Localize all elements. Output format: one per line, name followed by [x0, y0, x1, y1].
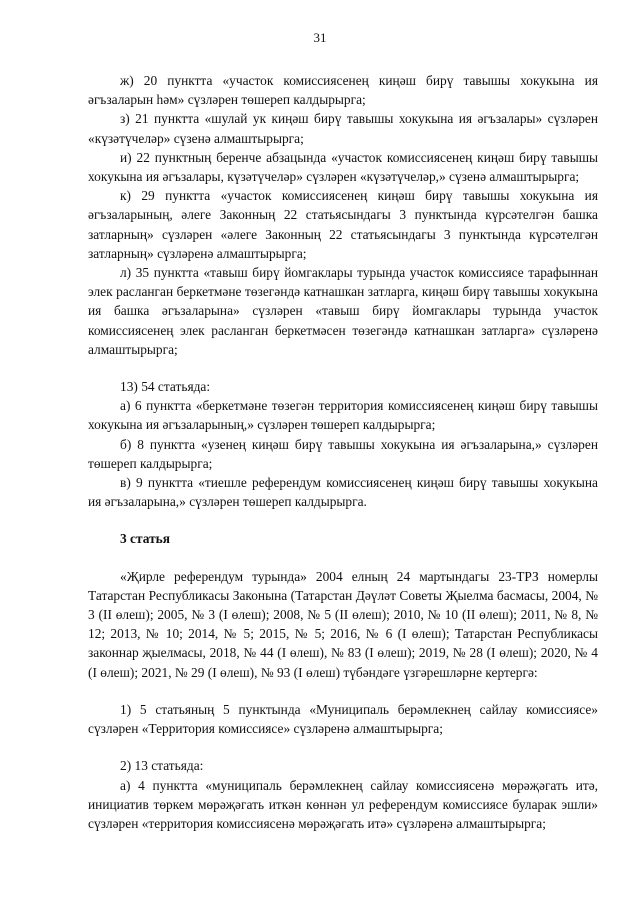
paragraph-gap — [88, 549, 598, 567]
paragraph-gap — [88, 682, 598, 700]
paragraph-item-l: л) 35 пунктта «тавыш бирү йомгаклары турында участок комиссиясе тарафыннан элек расланган беркетмәне төзегәндә катнашкан затларга, киңәш бирү тавышы хокукына ия башка әгъзаларына» сүзләрен «тавыш бирү йомгаклары турында участок комиссиясенең элек расланган беркетмәсен төзегәндә катнашкан затларга» сүзләренә алмаштырырга; — [88, 265, 598, 357]
document-body — [88, 71, 598, 833]
amendment-item-2a: а) 4 пунктта «муниципаль берәмлекнең сайлау комиссиясенә мөрәҗәгать итә, инициатив төркем мөрәҗәгать иткән көннән ул референдум комиссиясе буларак эшли» сүзләрен «территория комиссиясенә мөрәҗәгать итә» сүзләренә алмаштырырга; — [88, 777, 598, 831]
article-heading: 3 статья — [120, 531, 170, 547]
article-13-intro: 2) 13 статьяда: — [120, 758, 204, 774]
law-amendment-paragraph: «Җирле референдум турында» 2004 елның 24 мартындагы 23-ТРЗ номерлы Татарстан Республикасы Законына (Татарстан Дәүләт Советы Җыелма басмасы, 2004, № 3 (II өлеш); 2005, № 3 (I өлеш); 2008, № 5 (II өлеш); 2010, № 10 (II өлеш); 2011, № 8, № 12; 2013, № 10; 2014, № 5; 2015, № 5; 2016, № 6 (I өлеш); Татарстан Республикасы законнар җыелмасы, 2018, № 44 (I өлеш), № 83 (I өлеш); 2019, № 28 (I өлеш); 2020, № 4 (I өлеш); 2021, № 29 (I өлеш), № 93 (I өлеш) түбәндәге үзгәрешләрне кертергә: — [88, 568, 598, 680]
paragraph-item-k: к) 29 пунктта «участок комиссиясенең киңәш бирү тавышы хокукына ия әгъзаларының, әлеге Законның 22 статьясындагы 3 пунктында күрсәтелгән башка затларның» сүзләрен «әлеге Законның 22 статьясындагы 3 пунктында күрсәтелгән затларның» сүзләренә алмаштырырга; — [88, 188, 598, 261]
paragraph-item-z: з) 21 пунктта «шулай ук киңәш бирү тавышы хокукына ия әгъзалары» сүзләрен «күзәтүчеләр» сүзенә алмаштырырга; — [88, 111, 598, 146]
amendment-item-1: 1) 5 статьяның 5 пунктында «Муниципаль берәмлекнең сайлау комиссиясе» сүзләрен «Территория комиссиясе» сүзләренә алмаштырырга; — [88, 701, 598, 737]
paragraph-item-a: а) 6 пунктта «беркетмәне төзегән территория комиссиясенең киңәш бирү тавышы хокукына ия әгъзаларының,» сүзләрен төшереп калдырырга; — [88, 398, 598, 433]
paragraph-item-v: в) 9 пунктта «тиешле референдум комиссиясенең киңәш бирү тавышы хокукына ия әгъзаларына,» сүзләрен төшереп калдырырга. — [88, 475, 598, 510]
paragraph-gap — [88, 511, 598, 529]
page-number: 31 — [313, 30, 327, 45]
paragraph-item-zh: ж) 20 пунктта «участок комиссиясенең киңәш бирү тавышы хокукына ия әгъзаларын һәм» сүзләрен төшереп калдырырга; — [88, 73, 598, 108]
paragraph-gap — [88, 359, 598, 377]
article-54-intro: 13) 54 статьяда: — [120, 379, 211, 395]
paragraph-gap — [88, 738, 598, 756]
paragraph-item-b: б) 8 пунктта «узенең киңәш бирү тавышы хокукына ия әгъзаларына,» сүзләрен төшереп калдырырга; — [88, 436, 598, 471]
paragraph-item-i: и) 22 пунктның беренче абзацында «участок комиссиясенең киңәш бирү тавышы хокукына ия әгъзалары, күзәтүчеләр» сүзләрен «күзәтүчеләр,» сүзенә алмаштырырга; — [88, 149, 598, 185]
